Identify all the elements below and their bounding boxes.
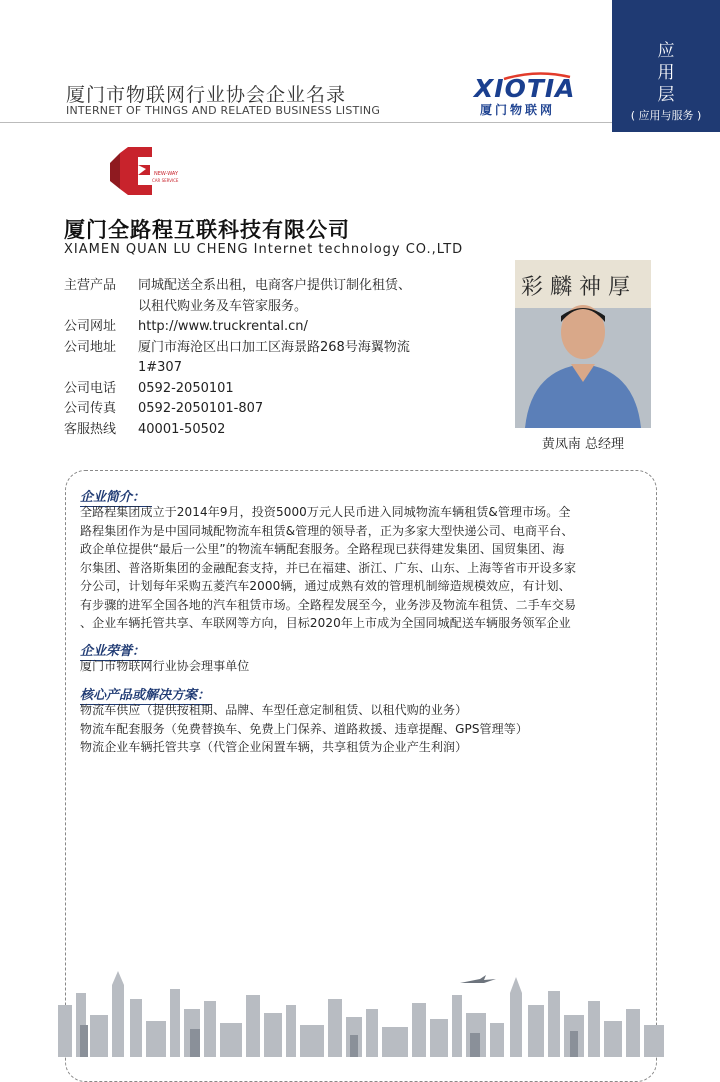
company-name-en: XIAMEN QUAN LU CHENG Internet technology CO.,LTD [64,242,464,257]
info-value: 0592-2050101-807 [138,401,264,416]
intro-line: 有步骤的进军全国各地的汽车租赁市场。全路程发展至今，业务涉及物流车租赁、二手车交易 [80,597,577,612]
manager-caption: 黄凤南 总经理 [541,437,625,452]
info-value: 以租代购业务及车管家服务。 [138,298,308,314]
info-row [64,358,494,379]
category-label [612,40,720,106]
company-logo [108,145,179,203]
brand-wordmark: XIOTIA [474,74,576,103]
intro-paragraph [80,503,643,633]
intro-heading-text: 企业简介： [80,490,146,505]
manager-photo [515,260,651,428]
intro-line: 政企单位提供“最后一公里”的物流车辆配套服务。全路程现已获得建发集团、国贸集团、海 [80,542,565,556]
intro-line: 全路程集团成立于2014年9月，投资5000万元人民币进入同城物流车辆租赁&管理市场。全 [80,505,571,519]
info-row [64,276,494,297]
brand-chinese-name: 厦门物联网 [480,103,556,117]
core-line: 物流车供应（提供按租期、品牌、车型任意定制租赁、以租代购的业务） [80,703,468,717]
website-link[interactable]: http://www.truckrental.cn/ [138,319,308,334]
logo-text-line2: CAR SERVICE [152,178,179,183]
category-char: 层 [657,85,675,105]
company-info [64,276,494,440]
header-divider [0,122,612,123]
info-label [64,297,138,318]
info-row [64,297,494,318]
category-char: 应 [657,41,675,61]
city-skyline-icon [50,965,670,1057]
honor-heading-text: 企业荣誉： [80,644,146,659]
intro-line: 尔集团、普洛斯集团的金融配套支持，并已在福建、浙江、广东、山东、上海等省市开设多家 [80,560,577,575]
info-label: 公司地址 [64,339,117,355]
info-label [64,358,138,379]
info-row [64,379,494,400]
info-row [64,317,494,338]
airplane-icon [460,975,496,983]
info-row [64,420,494,441]
calligraphy-scroll: 彩 麟 神 厚 [521,275,630,300]
core-paragraph [80,701,643,757]
info-value: 同城配送全系出租，电商客户提供订制化租赁、 [138,278,412,293]
honor-line: 厦门市物联网行业协会理事单位 [80,659,250,673]
xiotia-logo [472,74,596,116]
category-sub-label: ( 应用与服务 ) [630,109,702,122]
directory-title: 厦门市物联网行业协会企业名录 [66,84,347,106]
intro-line: 分公司，计划每年采购五菱汽车2000辆，通过成熟有效的管理机制缔造规模效应，有计划、 [80,579,571,593]
info-label: 公司网址 [64,319,117,334]
core-line: 物流车配套服务（免费替换车、免费上门保养、道路救援、违章提醒、GPS管理等） [80,721,528,736]
core-heading-text: 核心产品或解决方案： [80,688,211,703]
directory-subtitle: INTERNET OF THINGS AND RELATED BUSINESS LISTING [66,104,381,117]
category-char: 用 [657,63,675,83]
core-line: 物流企业车辆托管共享（代管企业闲置车辆，共享租赁为企业产生利润） [80,740,468,754]
info-row [64,399,494,420]
info-row [64,338,494,359]
honor-paragraph [80,657,643,676]
category-tab [612,0,720,132]
logo-text-line1: NEW-WAY [154,171,178,177]
info-label: 主营产品 [64,278,117,293]
info-label: 公司电话 [64,380,117,396]
intro-line: 、企业车辆托管共享、车联网等方向，目标2020年上市成为全国同城配送车辆服务领军企业 [80,616,571,630]
info-value: 40001-50502 [138,421,226,437]
info-value: 厦门市海沧区出口加工区海景路268号海翼物流 [138,339,410,355]
company-name-cn: 厦门全路程互联科技有限公司 [64,218,350,242]
info-value: 0592-2050101 [138,380,234,396]
info-label: 客服热线 [64,421,117,437]
info-value: 1#307 [138,360,182,375]
intro-line: 路程集团作为是中国同城配物流车租赁&管理的领导者，正为多家大型快递公司、电商平台、 [80,523,574,538]
info-label: 公司传真 [64,401,117,416]
